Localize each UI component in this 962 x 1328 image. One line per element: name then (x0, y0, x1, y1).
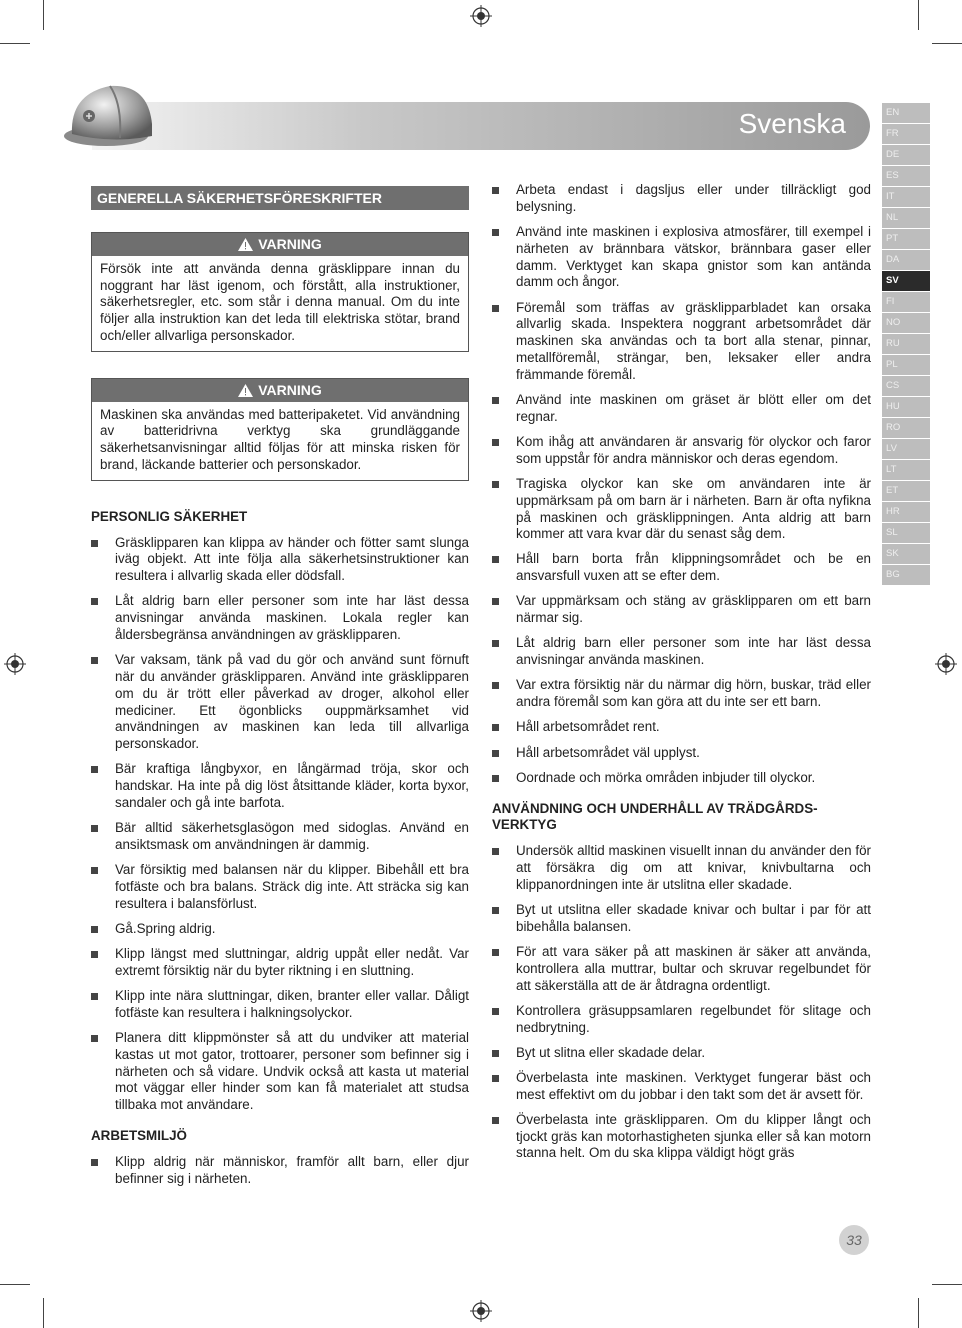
language-tab-hr: HR (882, 502, 930, 522)
list-item: Kontrollera gräsuppsamlaren regelbundet för slitage och nedbrytning. (492, 1003, 871, 1037)
language-tab-sl: SL (882, 523, 930, 543)
list-item: Klipp inte nära sluttningar, diken, branter eller vallar. Dåligt fotfäste kan resultera i halkningsolyckor. (91, 988, 469, 1022)
language-tab-no: NO (882, 313, 930, 333)
language-tab-lv: LV (882, 439, 930, 459)
language-tab-bg: BG (882, 565, 930, 585)
registration-mark-icon (470, 5, 492, 27)
crop-mark (918, 0, 919, 30)
language-tab-ro: RO (882, 418, 930, 438)
list-item: Var extra försiktig när du närmar dig hörn, buskar, träd eller andra föremål som kan göra att du inte ser ett barn. (492, 677, 871, 711)
language-tab-pt: PT (882, 229, 930, 249)
personal-safety-heading: PERSONLIG SÄKERHET (91, 508, 248, 524)
list-item: Planera ditt klippmönster så att du undviker att material kastas ut mot gator, trottoarer, personer som befinner sig i närheten och så vidare. Undvik också att kasta ut material mot väggar eller hinder som kan få materialet att studsa tillbaka mot användare. (91, 1030, 469, 1114)
usage-maintenance-list (492, 843, 871, 1162)
language-tab-sv: SV (882, 271, 930, 291)
crop-mark (932, 1284, 962, 1285)
list-item: För att vara säker på att maskinen är säker att använda, kontrollera alla muttrar, bultar och skruvar regelbundet för att säkerställa att de är åtdragna ordentligt. (492, 944, 871, 994)
list-item: Gå.Spring aldrig. (91, 921, 469, 938)
list-item: Låt aldrig barn eller personer som inte har läst dessa anvisningar använda maskinen. (492, 635, 871, 669)
safety-helmet-icon (62, 74, 158, 154)
list-item: Kom ihåg att användaren är ansvarig för olyckor och faror som uppstår för andra människor och deras egendom. (492, 434, 871, 468)
list-item: Var försiktig med balansen när du klipper. Bibehåll ett bra fotfäste och bra balans. Sträck dig inte. Att sträcka sig kan resultera i balansförlust. (91, 862, 469, 912)
list-item: Låt aldrig barn eller personer som inte har läst dessa anvisningar använda maskinen. Lokala regler kan åldersbegränsa användningen av gräsklipparen. (91, 593, 469, 643)
list-item: Klipp aldrig när människor, framför allt barn, eller djur befinner sig i närheten. (91, 1154, 469, 1188)
work-environment-list-continued (492, 182, 871, 787)
language-tab-hu: HU (882, 397, 930, 417)
registration-mark-icon (4, 653, 26, 675)
list-item: Klipp längst med sluttningar, aldrig uppåt eller nedåt. Var extremt försiktig när du byter riktning i en sluttning. (91, 946, 469, 980)
language-tab-pl: PL (882, 355, 930, 375)
list-item: Tragiska olyckor kan ske om användaren inte är uppmärksam på om barn är i närheten. Barn är ofta nyfikna på maskinen och gräsklippningen. Anta aldrig att barn kommer att vara kvar där du senast såg dem. (492, 476, 871, 543)
right-column (492, 182, 871, 1171)
section-title: GENERELLA SÄKERHETSFÖRESKRIFTER (91, 186, 469, 210)
list-item: Håll arbetsområdet väl upplyst. (492, 745, 871, 762)
crop-mark (43, 1298, 44, 1328)
crop-mark (932, 43, 962, 44)
personal-safety-list (91, 535, 469, 1114)
list-item: Håll arbetsområdet rent. (492, 719, 871, 736)
warning-box (91, 378, 469, 481)
warning-header (92, 379, 468, 402)
crop-mark (0, 43, 30, 44)
language-tab-fi: FI (882, 292, 930, 312)
language-tab-lt: LT (882, 460, 930, 480)
language-tab-nl: NL (882, 208, 930, 228)
crop-mark (43, 0, 44, 30)
registration-mark-icon (935, 653, 957, 675)
language-tab-es: ES (882, 166, 930, 186)
list-item: Föremål som träffas av gräsklipparbladet kan orsaka allvarlig skada. Inspektera noggrant arbetsområdet där maskinen ska användas och ta bort alla stenar, pinnar, metallföremål, strängar, ben, leksaker eller andra främmande föremål. (492, 300, 871, 384)
page-title: Svenska (738, 108, 846, 139)
left-column (91, 186, 469, 1196)
list-item: Byt ut utslitna eller skadade knivar och bultar i par för att bibehålla balansen. (492, 902, 871, 936)
warning-triangle-icon (238, 238, 253, 251)
language-tab-ru: RU (882, 334, 930, 354)
list-item: Byt ut slitna eller skadade delar. (492, 1045, 871, 1062)
warning-title: VARNING (258, 236, 322, 252)
list-item: Undersök alltid maskinen visuellt innan du använder den för att försäkra dig om att knivar, knivbultarna och klippanordningen inte är utslitna eller skadade. (492, 843, 871, 893)
list-item: Bär alltid säkerhetsglasögon med sidoglas. Använd en ansiktsmask om användningen är dammig. (91, 820, 469, 854)
warning-text: Maskinen ska användas med batteripaketet. Vid användning av batteridrivna verktyg ska grundläggande säkerhetsanvisningar alltid följas för att minska risken för brand, läckande batterier och personskador. (100, 406, 460, 472)
list-item: Arbeta endast i dagsljus eller under tillräckligt god belysning. (492, 182, 871, 216)
warning-text: Försök inte att använda denna gräsklippare innan du noggrant har läst igenom, och förstått, alla instruktioner, säkerhetsregler, etc. som står i denna manual. Om du inte följer alla instruktion kan det leda till elektriska stötar, brand och/eller allvarliga personskador. (100, 260, 460, 343)
warning-triangle-icon (238, 384, 253, 397)
crop-mark (0, 1284, 30, 1285)
language-tab-fr: FR (882, 124, 930, 144)
warning-title: VARNING (258, 381, 322, 398)
list-item: Gräsklipparen kan klippa av händer och fötter samt slunga iväg objekt. Att inte följa alla säkerhetsinstruktioner kan resultera i allvarlig skada eller dödsfall. (91, 535, 469, 585)
language-tab-et: ET (882, 481, 930, 501)
list-item: Håll barn borta från klippningsområdet och be en ansvarsfull vuxen att se efter dem. (492, 551, 871, 585)
usage-maintenance-heading: ANVÄNDNING OCH UNDERHÅLL AV TRÄDGÅRDS-VERKTYG (492, 800, 818, 833)
list-item: Oordnade och mörka områden inbjuder till olyckor. (492, 770, 871, 787)
header-banner (92, 102, 870, 150)
page-number: 33 (839, 1225, 869, 1255)
language-tabs (882, 103, 930, 586)
language-tab-it: IT (882, 187, 930, 207)
language-tab-en: EN (882, 103, 930, 123)
work-environment-heading: ARBETSMILJÖ (91, 1127, 187, 1143)
registration-mark-icon (470, 1300, 492, 1322)
work-environment-list (91, 1154, 469, 1188)
list-item: Bär kraftiga långbyxor, en långärmad tröja, skor och handskar. Ha inte på dig löst åtsittande kläder, korta byxor, sandaler och gå inte barfota. (91, 761, 469, 811)
warning-box (91, 232, 469, 352)
list-item: Var uppmärksam och stäng av gräsklipparen om ett barn närmar sig. (492, 593, 871, 627)
list-item: Använd inte maskinen i explosiva atmosfärer, till exempel i närheten av brännbara vätskor, brännbara gaser eller damm. Verktyget kan skapa gnistor som kan antända damm och ångor. (492, 224, 871, 291)
language-tab-cs: CS (882, 376, 930, 396)
language-tab-de: DE (882, 145, 930, 165)
warning-header (92, 233, 468, 256)
list-item: Var vaksam, tänk på vad du gör och använd sunt förnuft när du använder gräsklipparen. Använd inte gräsklipparen om du är trött eller påverkad av droger, alkohol eller mediciner. Ett ögonblicks ouppmärksamhet vid användningen av maskinen kan leda till allvarliga personskador. (91, 652, 469, 753)
language-tab-da: DA (882, 250, 930, 270)
list-item: Överbelasta inte gräsklipparen. Om du klipper långt och tjockt gräs kan motorhastigheten sjunka eller så kan motorn stanna helt. Om du ska klippa väldigt högt gräs (492, 1112, 871, 1162)
language-tab-sk: SK (882, 544, 930, 564)
list-item: Överbelasta inte maskinen. Verktyget fungerar bäst och mest effektivt om du jobbar i den takt som det är avsett för. (492, 1070, 871, 1104)
list-item: Använd inte maskinen om gräset är blött eller om det regnar. (492, 392, 871, 426)
crop-mark (918, 1298, 919, 1328)
